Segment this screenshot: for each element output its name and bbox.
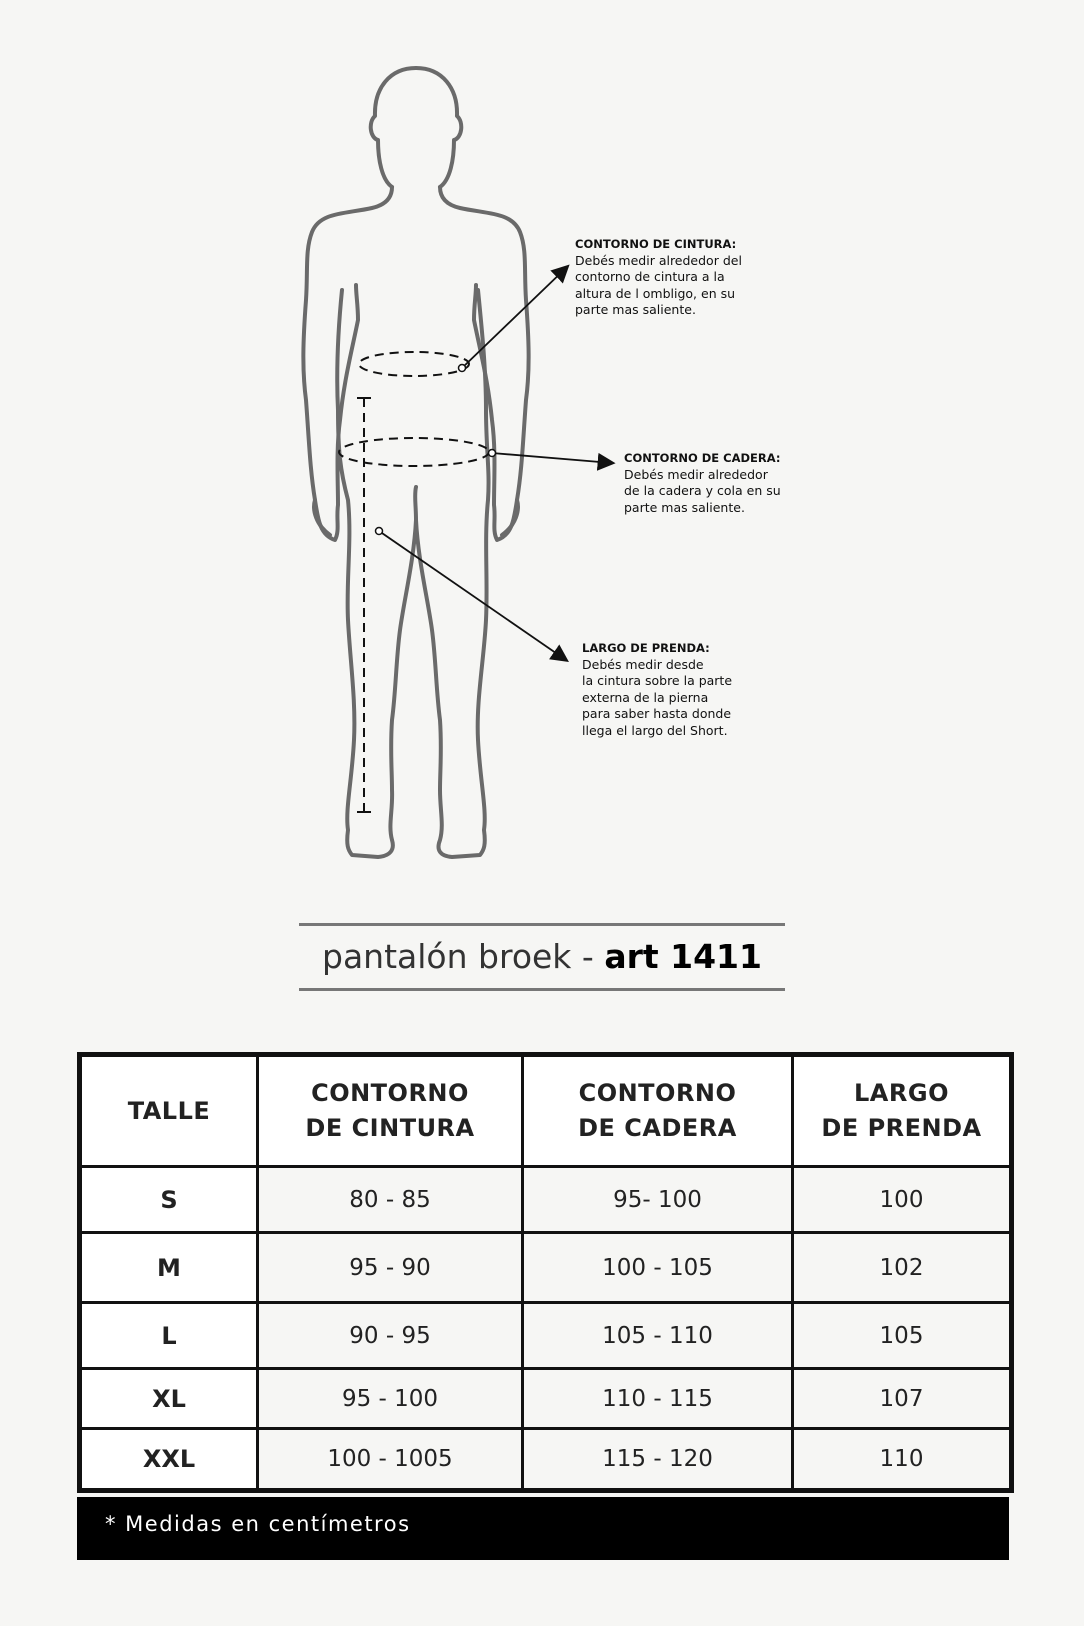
table-header-row	[80, 1055, 1012, 1167]
length-annotation	[582, 640, 732, 739]
hip-cell: 105 - 110	[523, 1303, 793, 1369]
length-cell: 110	[793, 1429, 1012, 1491]
waist-annotation	[575, 236, 742, 319]
header-size: TALLE	[80, 1055, 258, 1167]
length-cell: 107	[793, 1369, 1012, 1429]
measurement-note: * Medidas en centímetros	[77, 1497, 1009, 1560]
product-title	[299, 923, 785, 991]
hip-cell: 110 - 115	[523, 1369, 793, 1429]
hip-cell: 100 - 105	[523, 1233, 793, 1303]
size-cell: XXL	[80, 1429, 258, 1491]
size-cell: M	[80, 1233, 258, 1303]
waist-cell: 95 - 100	[258, 1369, 523, 1429]
length-measure-line	[357, 398, 371, 812]
waist-cell: 100 - 1005	[258, 1429, 523, 1491]
waist-annotation-title: CONTORNO DE CINTURA:	[575, 237, 737, 251]
waist-annotation-text: Debés medir alrededor del contorno de cintura a la altura de l ombligo, en su parte mas saliente.	[575, 252, 742, 317]
hip-cell: 115 - 120	[523, 1429, 793, 1491]
table-row	[80, 1233, 1012, 1303]
product-article: art 1411	[604, 937, 762, 976]
hip-annotation	[624, 450, 781, 516]
hip-annotation-title: CONTORNO DE CADERA:	[624, 451, 781, 465]
table-row	[80, 1369, 1012, 1429]
length-annotation-title: LARGO DE PRENDA:	[582, 641, 710, 655]
size-cell: S	[80, 1167, 258, 1233]
header-waist: CONTORNO DE CINTURA	[258, 1055, 523, 1167]
header-length: LARGO DE PRENDA	[793, 1055, 1012, 1167]
waist-cell: 90 - 95	[258, 1303, 523, 1369]
length-cell: 105	[793, 1303, 1012, 1369]
waist-cell: 95 - 90	[258, 1233, 523, 1303]
hip-cell: 95- 100	[523, 1167, 793, 1233]
header-hip: CONTORNO DE CADERA	[523, 1055, 793, 1167]
table-row	[80, 1303, 1012, 1369]
table-row	[80, 1167, 1012, 1233]
product-name: pantalón broek -	[322, 937, 605, 976]
size-cell: XL	[80, 1369, 258, 1429]
size-chart-table	[77, 1052, 1014, 1493]
waist-cell: 80 - 85	[258, 1167, 523, 1233]
waist-measure-ellipse	[359, 352, 469, 376]
size-cell: L	[80, 1303, 258, 1369]
table-row	[80, 1429, 1012, 1491]
length-cell: 100	[793, 1167, 1012, 1233]
length-cell: 102	[793, 1233, 1012, 1303]
length-annotation-text: Debés medir desde la cintura sobre la parte externa de la pierna para saber hasta donde llega el largo del Short.	[582, 656, 733, 738]
hip-annotation-text: Debés medir alrededor de la cadera y cola en su parte mas saliente.	[624, 466, 781, 515]
body-outline	[303, 68, 528, 857]
hip-measure-ellipse	[339, 438, 489, 466]
